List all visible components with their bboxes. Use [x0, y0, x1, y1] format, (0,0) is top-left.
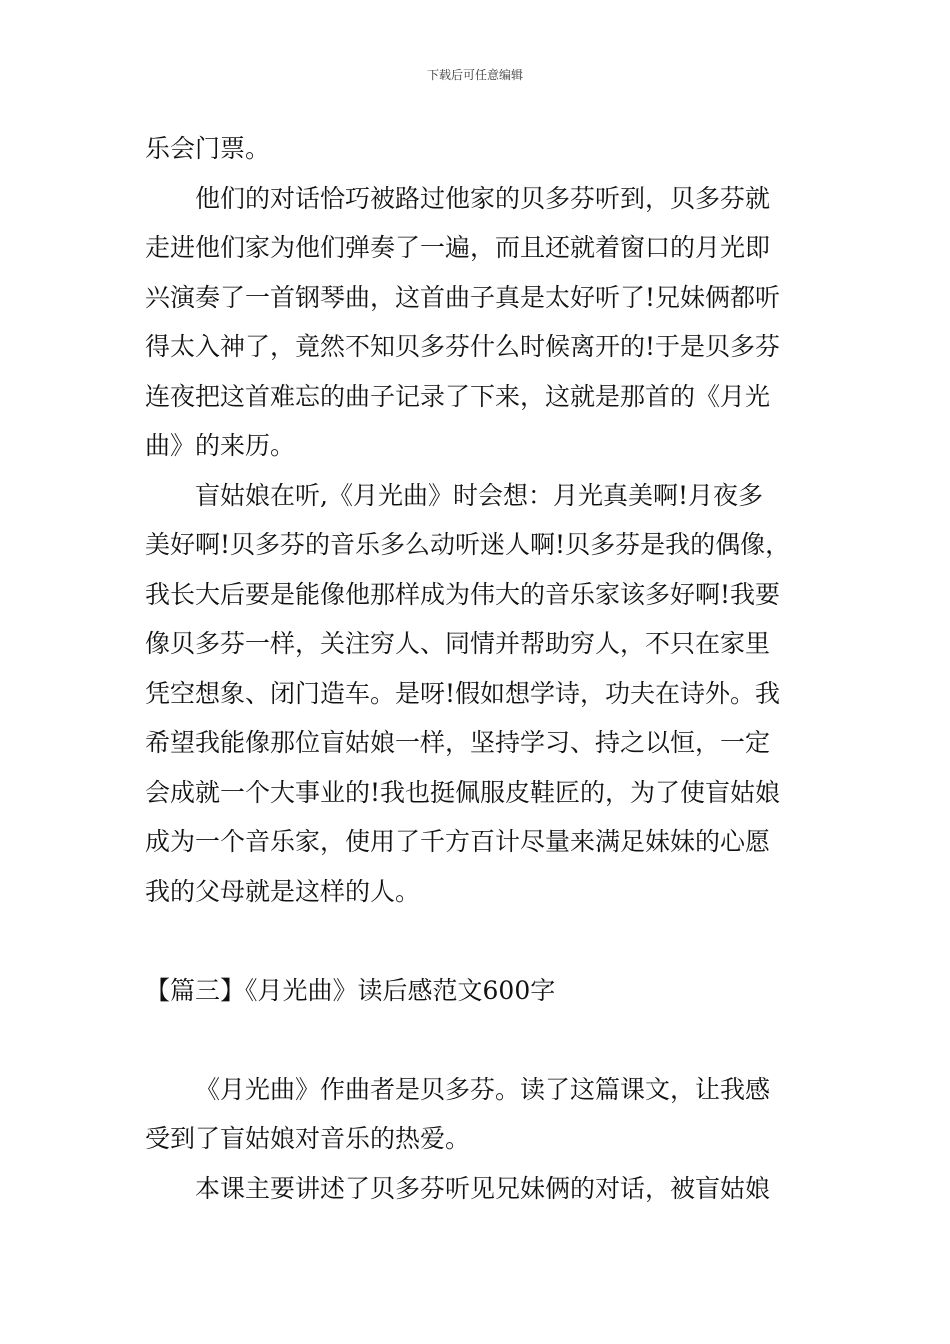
text-line: 成为一个音乐家，使用了千方百计尽量来满足妹妹的心愿 — [145, 827, 771, 856]
text-line: 本课主要讲述了贝多芬听见兄妹俩的对话，被盲姑娘 — [195, 1173, 771, 1203]
paragraph-4 — [145, 1065, 810, 1164]
text-line: 连夜把这首难忘的曲子记录了下来，这就是那首的《月光 — [145, 381, 771, 411]
text-line: 盲姑娘在听,《月光曲》时会想：月光真美啊!月夜多 — [195, 480, 763, 510]
text-line: 走进他们家为他们弹奏了一遍，而且还就着窗口的月光即 — [145, 233, 771, 262]
text-line: 兴演奏了一首钢琴曲，这首曲子真是太好听了!兄妹俩都听 — [145, 282, 781, 312]
page-header: 下载后可任意编辑 — [426, 68, 523, 82]
text-line: 得太入神了，竟然不知贝多芬什么时候离开的!于是贝多芬 — [145, 332, 781, 361]
text-line: 受到了盲姑娘对音乐的热爱。 — [145, 1124, 471, 1153]
text-line: 我的父母就是这样的人。 — [145, 876, 421, 906]
text-line: 像贝多芬一样，关注穷人、同情并帮助穷人，不只在家里 — [145, 629, 771, 658]
paragraph-1 — [145, 124, 810, 174]
text-line: 《月光曲》作曲者是贝多芬。读了这篇课文，让我感 — [195, 1074, 771, 1104]
text-line: 乐会门票。 — [145, 134, 271, 163]
text-line: 曲》的来历。 — [145, 431, 296, 460]
text-line: 会成就一个大事业的!我也挺佩服皮鞋匠的，为了使盲姑娘 — [145, 777, 781, 807]
paragraph-5 — [145, 1164, 810, 1214]
section-title: 【篇三】《月光曲》读后感范文600字 — [145, 975, 556, 1005]
text-line: 他们的对话恰巧被路过他家的贝多芬听到，贝多芬就 — [195, 183, 771, 213]
text-line: 我长大后要是能像他那样成为伟大的音乐家该多好啊!我要 — [145, 579, 781, 609]
blank-line — [145, 1015, 810, 1065]
text-line: 凭空想象、闭门造车。是呀!假如想学诗，功夫在诗外。我 — [145, 678, 781, 708]
paragraph-2 — [145, 174, 810, 471]
paragraph-3 — [145, 471, 810, 917]
document-body — [145, 124, 810, 1213]
text-line: 希望我能像那位盲姑娘一样，坚持学习、持之以恒，一定 — [145, 728, 771, 757]
text-line: 美好啊!贝多芬的音乐多么动听迷人啊!贝多芬是我的偶像， — [145, 530, 791, 559]
blank-line — [145, 916, 810, 966]
